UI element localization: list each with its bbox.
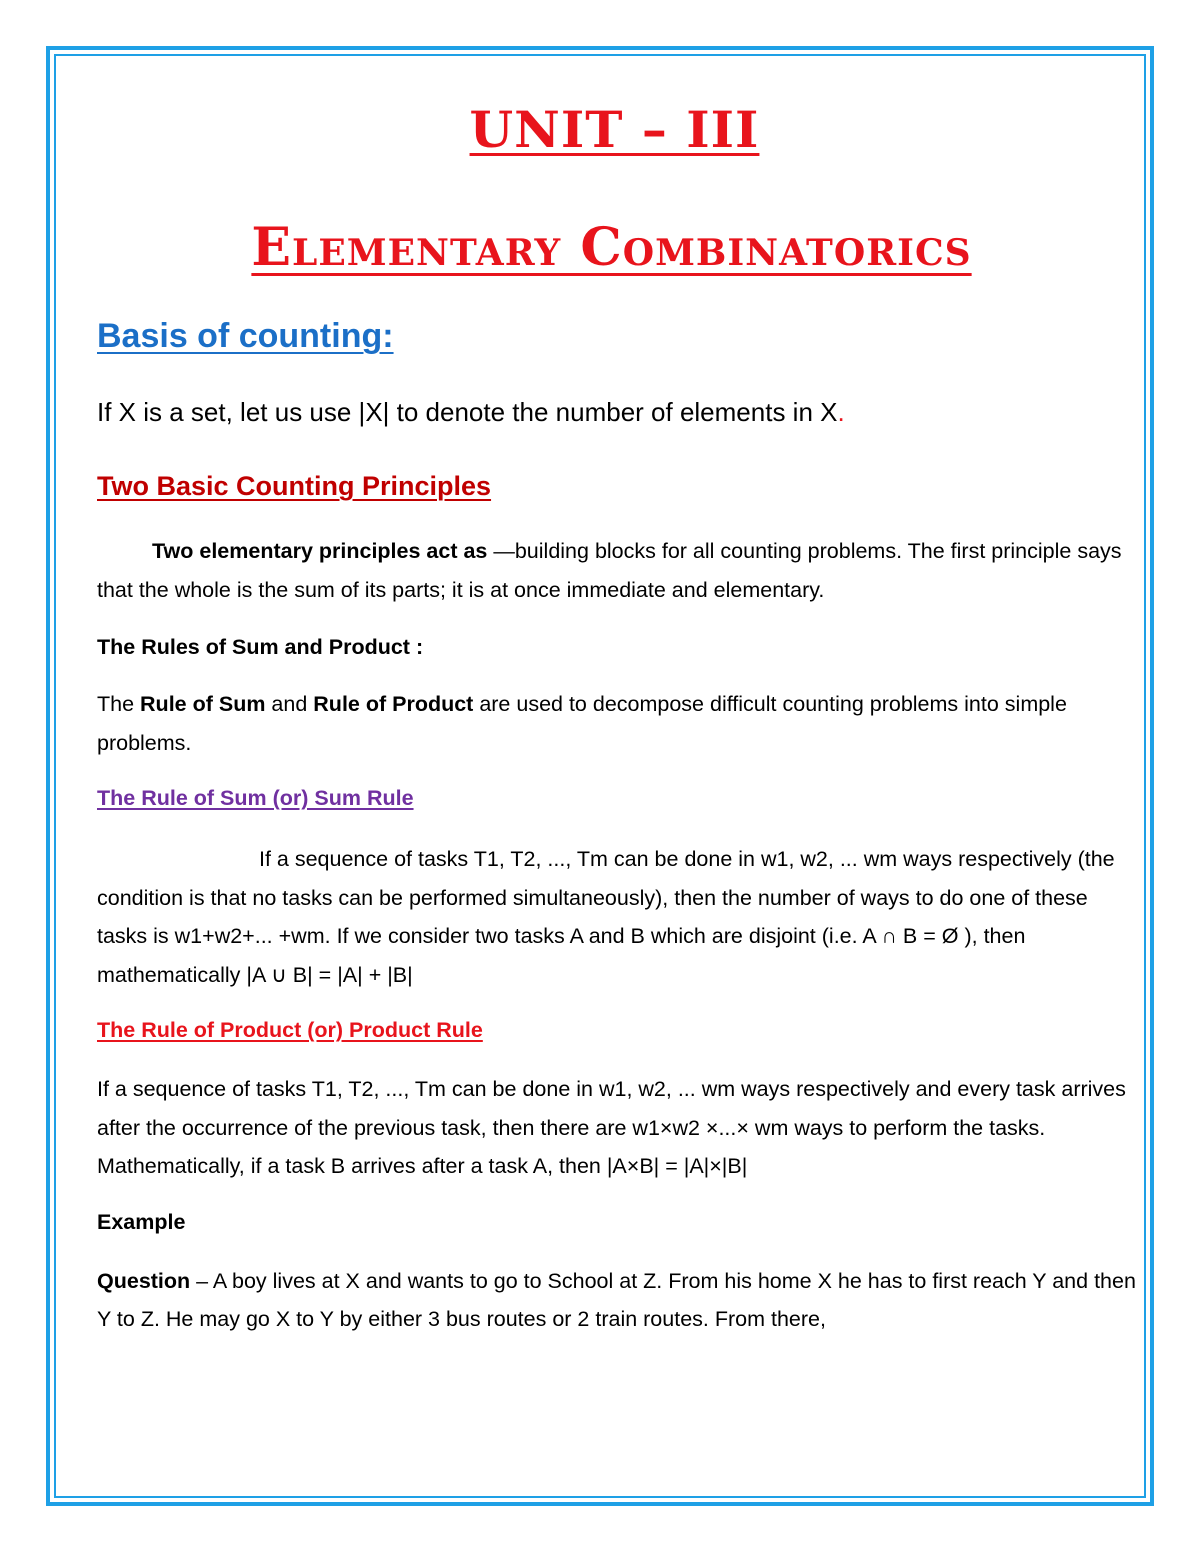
principles-heading: Two Basic Counting Principles: [97, 471, 492, 501]
basis-intro-text: If X is a set, let us use |X| to denote the number of elements in X: [97, 397, 838, 427]
question-paragraph: [97, 1262, 1142, 1339]
rules-paragraph: [97, 685, 1142, 762]
principles-lead-rest: ―building blocks for all counting problems. The first principle says that the whole is the sum of its parts; it is at once immediate and elementary.: [97, 539, 1122, 602]
basis-intro: [97, 396, 1142, 428]
sum-rule-heading: The Rule of Sum (or) Sum Rule: [97, 786, 414, 810]
question-text: – A boy lives at X and wants to go to School at Z. From his home X he has to first reach Y and then Y to Z. He may go X to Y by either 3 bus routes or 2 train routes. From there,: [97, 1268, 1136, 1331]
rules-text-1: The: [97, 692, 141, 716]
basis-heading: Basis of counting:: [97, 317, 394, 355]
rules-text-2: and: [265, 692, 314, 716]
product-rule-heading: The Rule of Product (or) Product Rule: [97, 1018, 483, 1042]
unit-title: UNIT – III: [469, 100, 760, 159]
rules-label: The Rules of Sum and Product :: [97, 635, 424, 659]
document-body: [97, 90, 1142, 1339]
principles-lead-bold: Two elementary principles act as: [152, 539, 488, 563]
rule-of-product-term: Rule of Product: [313, 692, 474, 716]
basis-intro-end: .: [837, 397, 845, 427]
sum-rule-paragraph: If a sequence of tasks T1, T2, ..., Tm can be done in w1, w2, ... wm ways respectively (the condition is that no tasks can be performed simultaneously), then the number of ways to do one of these tasks is w1+w2+... +wm. If we consider two tasks A and B which are disjoint (i.e. A ∩ B = Ø ), then mathematically |A ∪ B| = |A| + |B|: [97, 847, 1115, 987]
product-rule-paragraph: If a sequence of tasks T1, T2, ..., Tm can be done in w1, w2, ... wm ways respectively and every task arrives after the occurrence of the previous task, then there are w1×w2 ×...× wm ways to perform the tasks. Mathematically, if a task B arrives after a task A, then |A×B| = |A|×|B|: [97, 1077, 1126, 1178]
example-label: Example: [97, 1209, 186, 1234]
rules-text-3: are used to decompose difficult counting problems into simple problems.: [97, 692, 1067, 755]
question-label: Question: [97, 1268, 191, 1293]
rule-of-sum-term: Rule of Sum: [140, 692, 266, 716]
principles-paragraph: [97, 532, 1142, 609]
chapter-title: Elementary Combinatorics: [251, 217, 972, 278]
